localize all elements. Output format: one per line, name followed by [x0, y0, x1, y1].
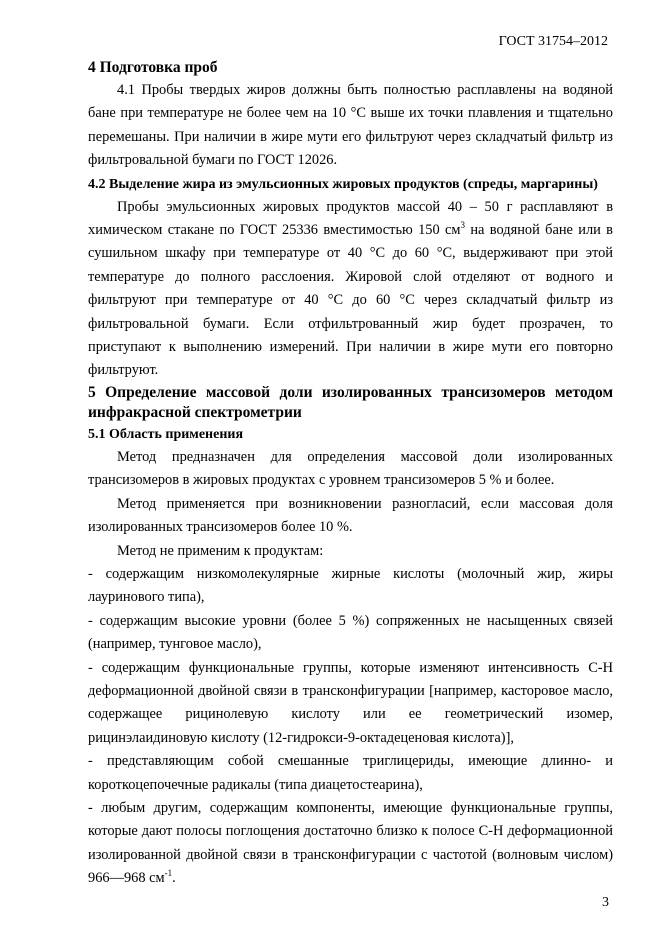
- paragraph-4-2-part-b: на водяной бане или в сушильном шкафу при температуре от 40 °С до 60 °С, выдерживают при этой температуре до полного расслоения. Жировой слой отделяют от водного и фильтруют при температуре от 40 °С до 60 °С через складчатый фильтр из фильтровальной бумаги. Если отфильтрованный жир будет прозрачен, то приступают к выполнению измерений. При наличии в жире мути его повторно фильтруют.: [88, 222, 613, 379]
- section-5-1-heading: 5.1 Область применения: [88, 426, 244, 442]
- list-item: - содержащим высокие уровни (более 5 %) сопряженных не насыщенных связей (например, тунговое масло),: [88, 612, 613, 653]
- paragraph-4-2: [88, 196, 613, 383]
- list-item-text-b: .: [172, 870, 176, 887]
- section-4-heading: 4 Подготовка проб: [88, 59, 218, 76]
- list-item: - представляющим собой смешанные триглицериды, имеющие длинно- и короткоцепочечные радикалы (типа диацетостеарина),: [88, 753, 613, 793]
- list-item: - содержащим низкомолекулярные жирные кислоты (молочный жир, жиры лауринового типа),: [88, 565, 613, 606]
- page-number: 3: [602, 895, 609, 910]
- paragraph-4-1: 4.1 Пробы твердых жиров должны быть полностью расплавлены на водяной бане при температуре не более чем на 10 °С выше их точки плавления и тщательно перемешаны. При наличии в жире мути его фильтруют через складчатый фильтр из фильтровальной бумаги по ГОСТ 12026.: [88, 82, 613, 169]
- list-item: - содержащим функциональные группы, которые изменяют интенсивность С-Н деформационной двойной связи в трансконфигурации [например, касторовое масло, содержащее рицинолевую кислоту или ее геометрический изомер, рицинэлаидиновую кислоту (12-гидрокси-9-октадеценовая кислота)],: [88, 659, 613, 746]
- paragraph-4-2-part-a: Пробы эмульсионных жировых продуктов массой 40 – 50 г расплавляют в химическом стакане по ГОСТ 25336 вместимостью 150 см: [88, 198, 613, 239]
- document-body: [88, 56, 613, 891]
- paragraph-5-1-c: Метод не применим к продуктам:: [117, 542, 324, 559]
- list-item: [88, 797, 613, 891]
- list-item-text-a: - любым другим, содержащим компоненты, имеющие функциональные группы, которые дают полосы поглощения достаточно близко к полосе С-Н деформационной изолированной двойной связи в трансконфигурации с частотой (волновым числом) 966—968 см: [88, 799, 613, 887]
- section-5-heading: 5 Определение массовой доли изолированных трансизомеров методом инфракрасной спектрометрии: [88, 383, 613, 421]
- unit-superscript: 3: [460, 220, 466, 231]
- document-code: ГОСТ 31754–2012: [498, 34, 608, 49]
- section-4-2-heading: 4.2 Выделение жира из эмульсионных жировых продуктов (спреды, маргарины): [88, 176, 598, 192]
- paragraph-5-1-a: Метод предназначен для определения массовой доли изолированных трансизомеров в жировых продуктах с уровнем трансизомеров 5 % и более.: [88, 448, 613, 489]
- paragraph-5-1-b: Метод применяется при возникновении разногласий, если массовая доля изолированных трансизомеров более 10 %.: [88, 495, 613, 536]
- unit-superscript: -1: [164, 868, 173, 879]
